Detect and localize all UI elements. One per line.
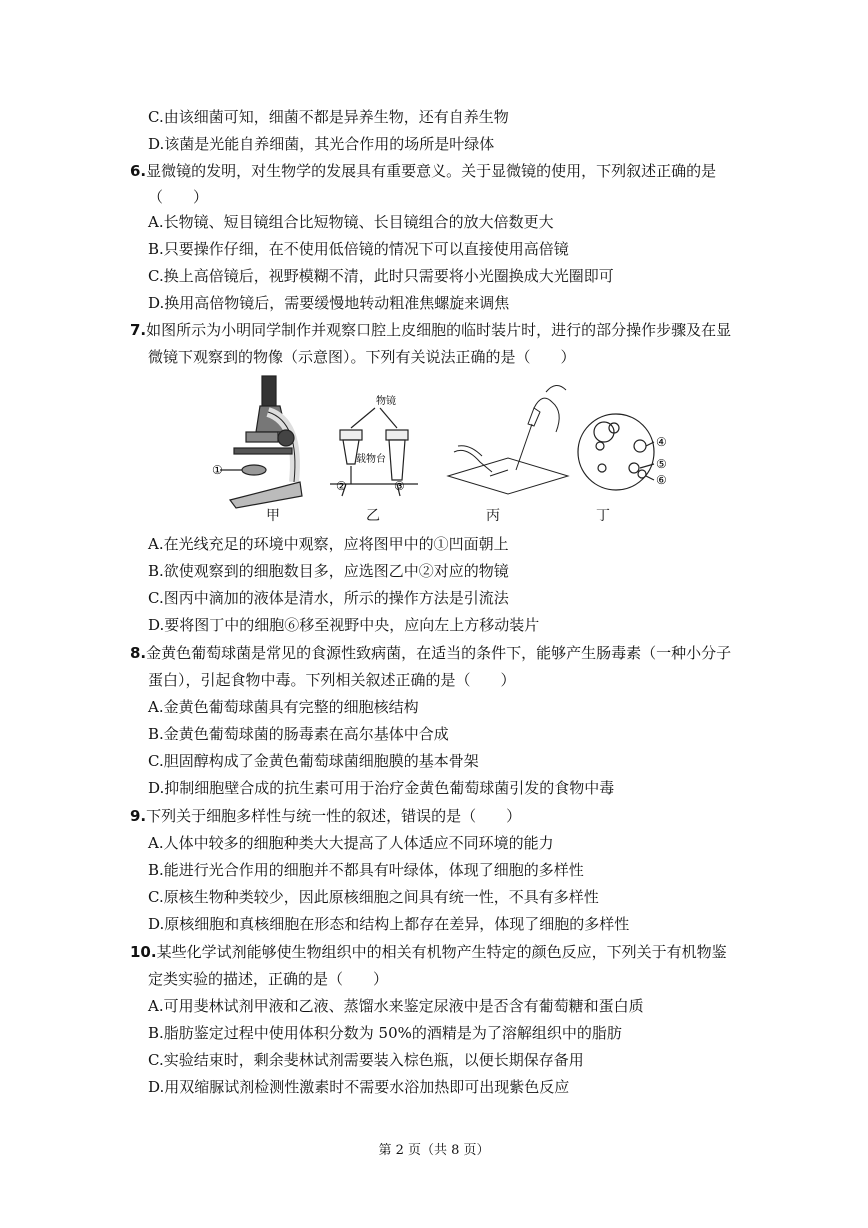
figure-label-ding: 丁 — [596, 508, 610, 524]
q9-number: 9. — [130, 807, 147, 825]
page-footer: 第 2 页（共 8 页） — [378, 1143, 490, 1158]
q6-number: 6. — [130, 162, 147, 180]
q10-number: 10. — [130, 943, 157, 961]
marker-4: ④ — [656, 435, 667, 449]
q10-option-a: A.可用斐林试剂甲液和乙液、蒸馏水来鉴定尿液中是否含有葡萄糖和蛋白质 — [148, 997, 644, 1015]
q7-option-b: B.欲使观察到的细胞数目多，应选图乙中②对应的物镜 — [148, 562, 509, 580]
q9-option-b: B.能进行光合作用的细胞并不都具有叶绿体，体现了细胞的多样性 — [148, 861, 584, 879]
marker-5: ⑤ — [656, 457, 667, 471]
q8-option-c: C.胆固醇构成了金黄色葡萄球菌细胞膜的基本骨架 — [148, 752, 479, 770]
q10-option-b: B.脂肪鉴定过程中使用体积分数为 50%的酒精是为了溶解组织中的脂肪 — [148, 1024, 622, 1042]
q6-stem-cont: （ ） — [148, 188, 209, 206]
figure-label-jia: 甲 — [266, 508, 280, 524]
q5-option-c: C.由该细菌可知，细菌不都是异养生物，还有自养生物 — [148, 108, 509, 126]
figure-label-bing: 丙 — [486, 508, 500, 524]
q8-stem-text: 金黄色葡萄球菌是常见的食源性致病菌，在适当的条件下，能够产生肠毒素（一种小分子 — [146, 644, 732, 662]
q7-number: 7. — [130, 321, 147, 339]
q8-stem-cont: 蛋白），引起食物中毒。下列相关叙述正确的是（ ） — [148, 671, 516, 689]
q7-figure — [190, 372, 690, 524]
q7-stem-text: 如图所示为小明同学制作并观察口腔上皮细胞的临时装片时，进行的部分操作步骤及在显 — [146, 321, 732, 339]
figure-label-yi: 乙 — [366, 508, 380, 524]
q7-stem — [130, 320, 731, 340]
slide-operation-drawing — [448, 385, 568, 494]
q8-option-a: A.金黄色葡萄球菌具有完整的细胞核结构 — [148, 698, 419, 716]
field-of-view-drawing — [578, 414, 654, 490]
q8-number: 8. — [130, 644, 147, 662]
q10-option-d: D.用双缩脲试剂检测性激素时不需要水浴加热即可出现紫色反应 — [148, 1078, 570, 1096]
label-zaiwutai: 载物台 — [356, 454, 386, 465]
microscope-drawing — [220, 376, 302, 508]
q7-option-d: D.要将图丁中的细胞⑥移至视野中央，应向左上方移动装片 — [148, 616, 540, 634]
q10-stem — [130, 942, 727, 962]
q6-option-c: C.换上高倍镜后，视野模糊不清，此时只需要将小光圈换成大光圈即可 — [148, 267, 614, 285]
q6-option-b: B.只要操作仔细，在不使用低倍镜的情况下可以直接使用高倍镜 — [148, 240, 569, 258]
q6-stem — [130, 161, 716, 181]
marker-6: ⑥ — [656, 473, 667, 487]
q6-option-a: A.长物镜、短目镜组合比短物镜、长目镜组合的放大倍数更大 — [148, 213, 554, 231]
q7-option-c: C.图丙中滴加的液体是清水，所示的操作方法是引流法 — [148, 589, 509, 607]
marker-3: ③ — [394, 479, 405, 493]
q5-option-d: D.该菌是光能自养细菌，其光合作用的场所是叶绿体 — [148, 135, 495, 153]
marker-1: ① — [212, 463, 223, 477]
q9-option-a: A.人体中较多的细胞种类大大提高了人体适应不同环境的能力 — [148, 834, 554, 852]
q10-option-c: C.实验结束时，剩余斐林试剂需要装入棕色瓶，以便长期保存备用 — [148, 1051, 584, 1069]
q9-option-c: C.原核生物种类较少，因此原核细胞之间具有统一性，不具有多样性 — [148, 888, 599, 906]
marker-2: ② — [336, 479, 347, 493]
q6-option-d: D.换用高倍物镜后，需要缓慢地转动粗准焦螺旋来调焦 — [148, 294, 510, 312]
q7-option-a: A.在光线充足的环境中观察，应将图甲中的①凹面朝上 — [148, 535, 509, 553]
q7-figure-drawing — [190, 372, 690, 524]
q7-stem-cont: 微镜下观察到的物像（示意图）。下列有关说法正确的是（ ） — [148, 348, 576, 366]
q10-stem-text: 某些化学试剂能够使生物组织中的相关有机物产生特定的颜色反应，下列关于有机物鉴 — [156, 943, 727, 961]
q10-stem-cont: 定类实验的描述，正确的是（ ） — [148, 970, 389, 988]
q6-stem-text: 显微镜的发明，对生物学的发展具有重要意义。关于显微镜的使用，下列叙述正确的是 — [146, 162, 717, 180]
q8-option-b: B.金黄色葡萄球菌的肠毒素在高尔基体中合成 — [148, 725, 449, 743]
q8-stem — [130, 643, 731, 663]
q9-stem-text: 下列关于细胞多样性与统一性的叙述，错误的是（ ） — [146, 807, 522, 825]
q9-option-d: D.原核细胞和真核细胞在形态和结构上都存在差异，体现了细胞的多样性 — [148, 915, 630, 933]
q8-option-d: D.抑制细胞壁合成的抗生素可用于治疗金黄色葡萄球菌引发的食物中毒 — [148, 779, 615, 797]
label-wujing: 物镜 — [376, 396, 396, 407]
q9-stem — [130, 806, 521, 826]
